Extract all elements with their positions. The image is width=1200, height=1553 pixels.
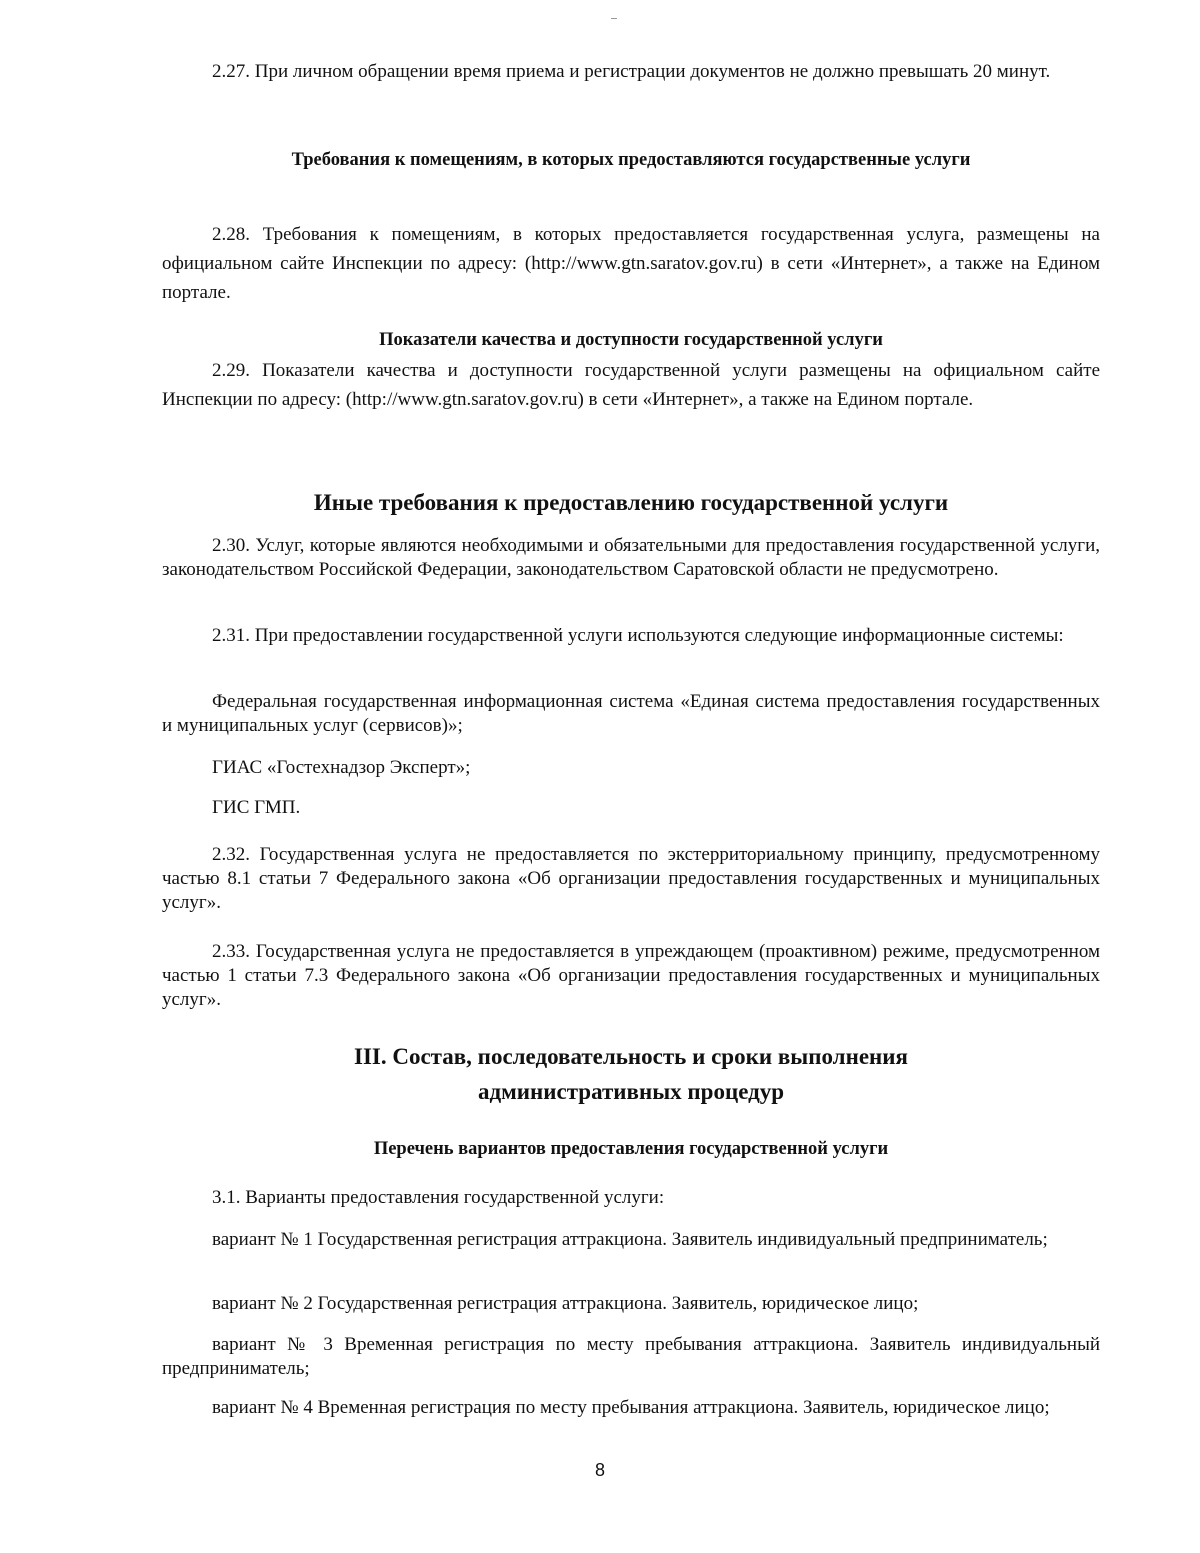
variant-2: вариант № 2 Государственная регистрация аттракциона. Заявитель, юридическое лицо;	[212, 1293, 919, 1314]
paragraph-2-30: 2.30. Услуг, которые являются необходимыми и обязательными для предоставления государственной услуги, законодательством Российской Федерации, законодательством Саратовской области не предусмотрено.	[162, 535, 1100, 580]
paragraph-2-27: 2.27. При личном обращении время приема и регистрации документов не должно превышать 20 минут.	[212, 61, 1051, 82]
paragraph-fgis: Федеральная государственная информационная система «Единая система предоставления государственных и муниципальных услуг (сервисов)»;	[162, 691, 1100, 736]
paragraph-2-28: 2.28. Требования к помещениям, в которых предоставляется государственная услуга, размещены на официальном сайте Инспекции по адресу: (http://www.gtn.saratov.gov.ru) в сети «Интернет», а также на Едином портале.	[162, 224, 1100, 303]
variant-1: вариант № 1 Государственная регистрация аттракциона. Заявитель индивидуальный предприниматель;	[212, 1229, 1048, 1250]
paragraph-gis-gmp: ГИС ГМП.	[212, 797, 301, 818]
paragraph-2-32: 2.32. Государственная услуга не предоставляется по экстерриториальному принципу, предусмотренному частью 8.1 статьи 7 Федерального закона «Об организации предоставления государственных и муниципальных услуг».	[162, 844, 1100, 913]
heading-section-3-line-1: III. Состав, последовательность и сроки выполнения	[354, 1044, 908, 1069]
heading-other-requirements: Иные требования к предоставлению государственной услуги	[313, 490, 949, 515]
paragraph-2-29: 2.29. Показатели качества и доступности государственной услуги размещены на официальном сайте Инспекции по адресу: (http://www.gtn.saratov.gov.ru) в сети «Интернет», а также на Едином портале.	[162, 360, 1100, 410]
heading-quality-indicators: Показатели качества и доступности государственной услуги	[379, 330, 883, 350]
variant-3: вариант № 3 Временная регистрация по месту пребывания аттракциона. Заявитель индивидуальный предприниматель;	[162, 1334, 1100, 1379]
page-number: 8	[594, 1460, 605, 1480]
heading-section-3-line-2: административных процедур	[477, 1079, 785, 1104]
heading-premises-requirements: Требования к помещениям, в которых предоставляются государственные услуги	[291, 150, 971, 170]
scan-tick-mark	[611, 18, 617, 19]
variant-4: вариант № 4 Временная регистрация по месту пребывания аттракциона. Заявитель, юридическое лицо;	[212, 1397, 1050, 1418]
paragraph-gias: ГИАС «Гостехнадзор Эксперт»;	[212, 757, 471, 778]
paragraph-3-1: 3.1. Варианты предоставления государственной услуги:	[212, 1187, 665, 1208]
heading-variants-list: Перечень вариантов предоставления государственной услуги	[373, 1139, 889, 1159]
paragraph-2-31: 2.31. При предоставлении государственной услуги используются следующие информационные системы:	[212, 625, 1064, 646]
paragraph-2-33: 2.33. Государственная услуга не предоставляется в упреждающем (проактивном) режиме, предусмотренном частью 1 статьи 7.3 Федерального закона «Об организации предоставления государственных и муниципальных услуг».	[162, 941, 1100, 1010]
